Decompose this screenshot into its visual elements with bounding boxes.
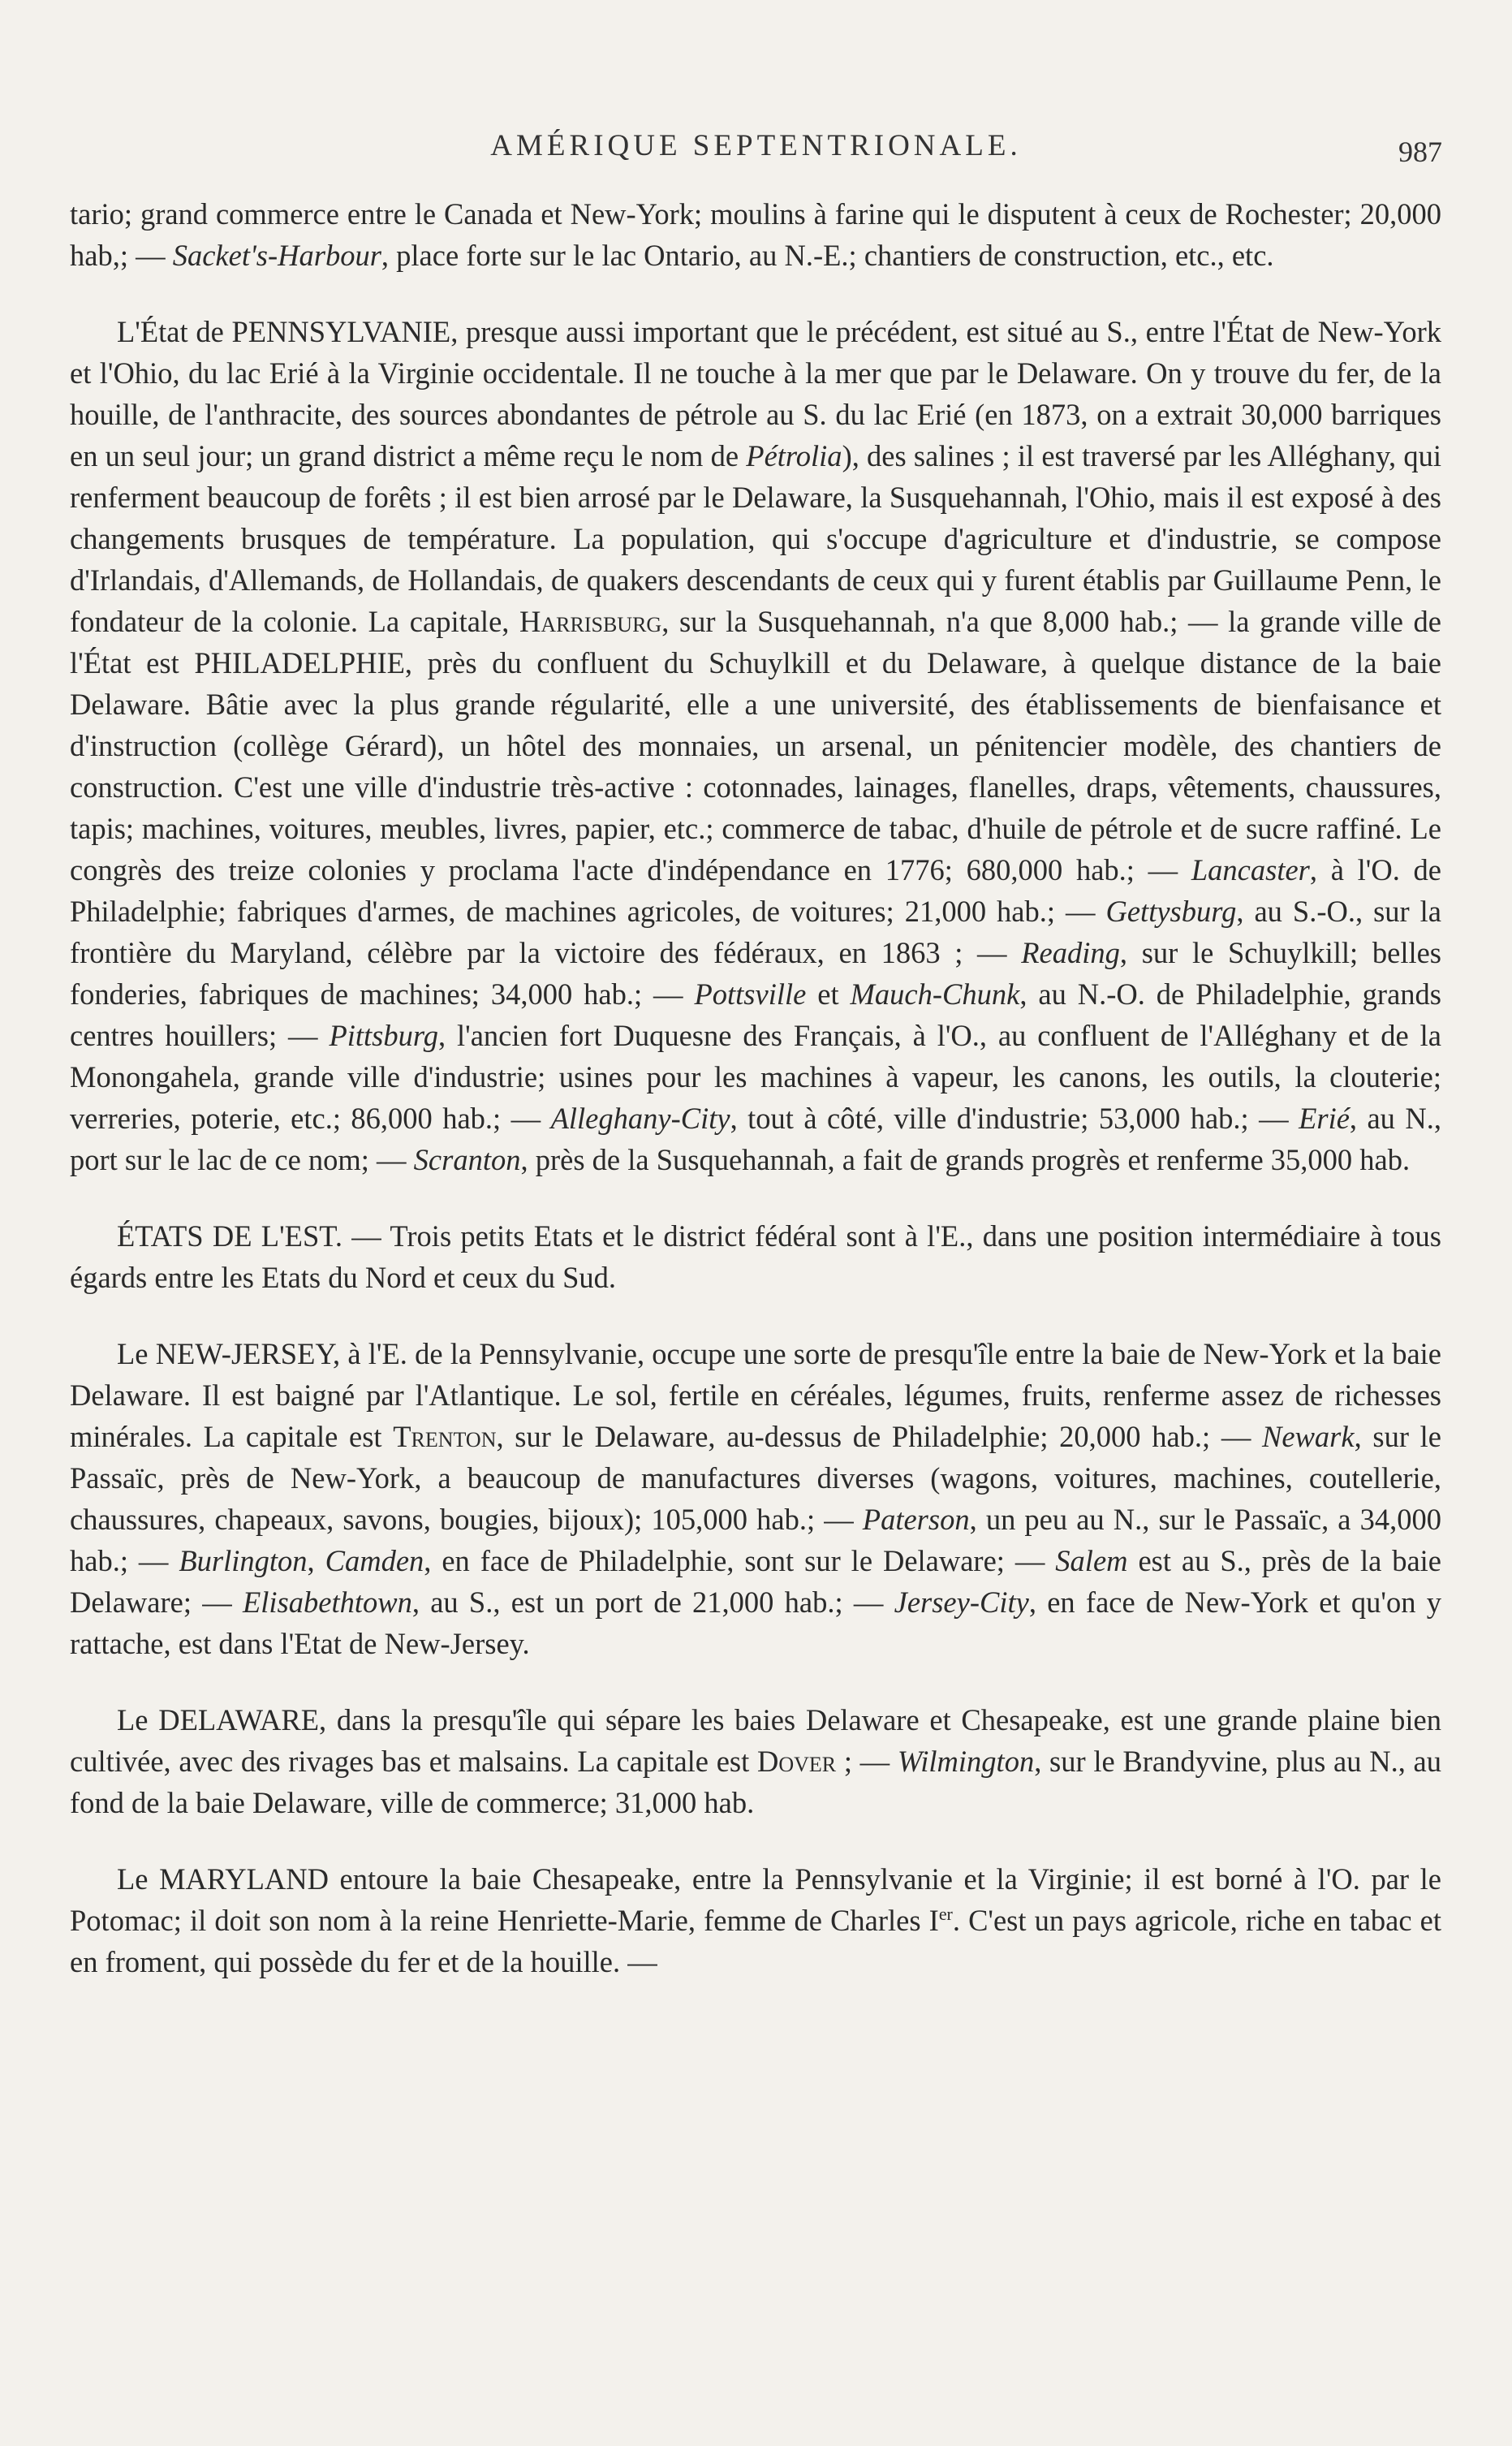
- place-name: Gettysburg: [1105, 895, 1237, 928]
- paragraph-etats-de-l-est: [70, 1215, 1441, 1298]
- place-name: Scranton: [413, 1143, 521, 1176]
- text-run: et: [806, 977, 851, 1011]
- text-run: , en face de New-York et qu'on y rattache, est dans l'Etat de New-Jersey.: [70, 1585, 1441, 1660]
- paragraph-delaware: [70, 1699, 1441, 1823]
- text-run: ; —: [836, 1745, 898, 1778]
- capital-name: Harrisburg: [519, 605, 662, 638]
- paragraph-new-jersey: [70, 1333, 1441, 1664]
- text-run: ,: [307, 1544, 325, 1577]
- place-name: Jersey-City: [894, 1585, 1029, 1619]
- text-run: Le MARYLAND entoure la baie Chesapeake, entre la Pennsylvanie et la Virginie; il est borné à l'O. par le Potomac; il doit son nom à la reine Henriette-Marie, femme de Charles I: [70, 1862, 1441, 1937]
- text-run: est au S., près de la baie Delaware; —: [70, 1544, 1442, 1619]
- paragraph-pennsylvanie: [70, 311, 1441, 1180]
- page-header: [70, 128, 1442, 177]
- place-name: Sacket's-Harbour: [172, 239, 381, 272]
- text-run: , sur la Susquehannah, n'a que 8,000 hab.; — la grande ville de l'État est PHILADELPHIE, près du confluent du Schuylkill et du Delaware, à quelque distance de la baie Delaware. Bâtie avec la plus grande régularité, elle a une université, des établissements de bienfaisance et d'instruction (collège Gérard), un hôtel des monnaies, un arsenal, un pénitencier modèle, des chantiers de construction. C'est une ville d'industrie très-active : cotonnades, lainages, flanelles, draps, vêtements, chaussures, tapis; machines, voitures, meubles, livres, papier, etc.; commerce de tabac, d'huile de pétrole et de sucre raffiné. Le congrès des treize colonies y proclama l'acte d'indépendance en 1776; 680,000 hab.; —: [70, 605, 1441, 887]
- text-run: , au S., est un port de 21,000 hab.; —: [411, 1585, 894, 1619]
- place-name: Wilmington: [897, 1745, 1035, 1778]
- text-run: ), des salines ; il est traversé par les Alléghany, qui renferment beaucoup de forêts ; il est bien arrosé par le Delaware, la Susquehannah, l'Ohio, mais il est exposé à des changements brusques de température. La population, qui s'occupe d'agriculture et d'industrie, se compose d'Irlandais, d'Allemands, de Hollandais, de quakers descendants de ceux qui y furent établis par Guillaume Penn, le fondateur de la colonie. La capitale,: [70, 439, 1441, 638]
- place-name: Pottsville: [694, 977, 807, 1011]
- text-run: ÉTATS DE L'EST. — Trois petits Etats et le district fédéral sont à l'E., dans une position intermédiaire à tous égards entre les Etats du Nord et ceux du Sud.: [70, 1219, 1441, 1294]
- capital-name: Dover: [756, 1745, 837, 1778]
- text-body: [70, 193, 1441, 1982]
- text-run: , place forte sur le lac Ontario, au N.-E.; chantiers de construction, etc., etc.: [381, 239, 1274, 272]
- paragraph-maryland: [70, 1858, 1441, 1982]
- text-run: , au N.-O. de Philadelphie, grands centres houillers; —: [70, 977, 1441, 1052]
- text-run: Le DELAWARE, dans la presqu'île qui sépare les baies Delaware et Chesapeake, est une grande plaine bien cultivée, avec des rivages bas et malsains. La capitale est: [70, 1703, 1441, 1778]
- place-name: Paterson: [862, 1503, 970, 1536]
- place-name: Alleghany-City: [550, 1102, 730, 1135]
- place-name: Salem: [1055, 1544, 1128, 1577]
- place-name: Reading: [1021, 936, 1120, 969]
- text-run: , un peu au N., sur le Passaïc, a 34,000 hab.; —: [70, 1503, 1441, 1577]
- text-run: , l'ancien fort Duquesne des Français, à l'O., au confluent de l'Alléghany et de la Monongahela, grande ville d'industrie; usines pour les machines à vapeur, les canons, les outils, la clouterie; verreries, poterie, etc.; 86,000 hab.; —: [70, 1019, 1441, 1135]
- text-run: , au S.-O., sur la frontière du Maryland, célèbre par la victoire des fédéraux, en 1863 ; —: [70, 895, 1441, 969]
- text-run: , en face de Philadelphie, sont sur le Delaware; —: [424, 1544, 1056, 1577]
- text-run: Le NEW-JERSEY, à l'E. de la Pennsylvanie, occupe une sorte de presqu'île entre la baie de New-York et la baie Delaware. Il est baigné par l'Atlantique. Le sol, fertile en céréales, légumes, fruits, renferme assez de richesses minérales. La capitale est: [70, 1337, 1441, 1453]
- text-run: , sur le Delaware, au-dessus de Philadelphie; 20,000 hab.; —: [496, 1420, 1263, 1453]
- superscript: er: [938, 1903, 953, 1924]
- text-run: , près de la Susquehannah, a fait de grands progrès et renferme 35,000 hab.: [520, 1143, 1411, 1176]
- place-name: Lancaster: [1191, 853, 1310, 887]
- place-name: Mauch-Chunk: [850, 977, 1020, 1011]
- text-run: , au N., port sur le lac de ce nom; —: [70, 1102, 1441, 1176]
- text-run: , sur le Schuylkill; belles fonderies, fabriques de machines; 34,000 hab.; —: [70, 936, 1442, 1011]
- text-run: . C'est un pays agricole, riche en tabac et en froment, qui possède du fer et de la houille. —: [70, 1904, 1441, 1978]
- text-run: , tout à côté, ville d'industrie; 53,000 hab.; —: [730, 1102, 1299, 1135]
- place-name: Newark: [1262, 1420, 1355, 1453]
- text-run: , sur le Passaïc, près de New-York, a beaucoup de manufactures diverses (wagons, voitures, machines, coutellerie, chaussures, chapeaux, savons, bougies, bijoux); 105,000 hab.; —: [70, 1420, 1441, 1536]
- place-name: Camden: [325, 1544, 424, 1577]
- capital-name: Trenton: [393, 1420, 497, 1453]
- place-name: Pétrolia: [746, 439, 842, 472]
- text-run: , sur le Brandyvine, plus au N., au fond de la baie Delaware, ville de commerce; 31,000 hab.: [70, 1745, 1441, 1819]
- place-name: Pittsburg: [329, 1019, 438, 1052]
- running-title: AMÉRIQUE SEPTENTRIONALE.: [490, 129, 1022, 162]
- place-name: Erié: [1299, 1102, 1350, 1135]
- place-name: Burlington: [179, 1544, 308, 1577]
- paragraph-ontario-continuation: [70, 193, 1441, 276]
- page-number: 987: [1398, 136, 1442, 168]
- text-run: , à l'O. de Philadelphie; fabriques d'armes, de machines agricoles, de voitures; 21,000 hab.; —: [70, 853, 1441, 928]
- text-run: tario; grand commerce entre le Canada et New-York; moulins à farine qui le disputent à ceux de Rochester; 20,000 hab,; —: [70, 197, 1441, 272]
- place-name: Elisabethtown: [242, 1585, 412, 1619]
- text-run: L'État de PENNSYLVANIE, presque aussi important que le précédent, est situé au S., entre l'État de New-York et l'Ohio, du lac Erié à la Virginie occidentale. Il ne touche à la mer que par le Delaware. On y trouve du fer, de la houille, de l'anthracite, des sources abondantes de pétrole au S. du lac Erié (en 1873, on a extrait 30,000 barriques en un seul jour; un grand district a même reçu le nom de: [70, 315, 1441, 472]
